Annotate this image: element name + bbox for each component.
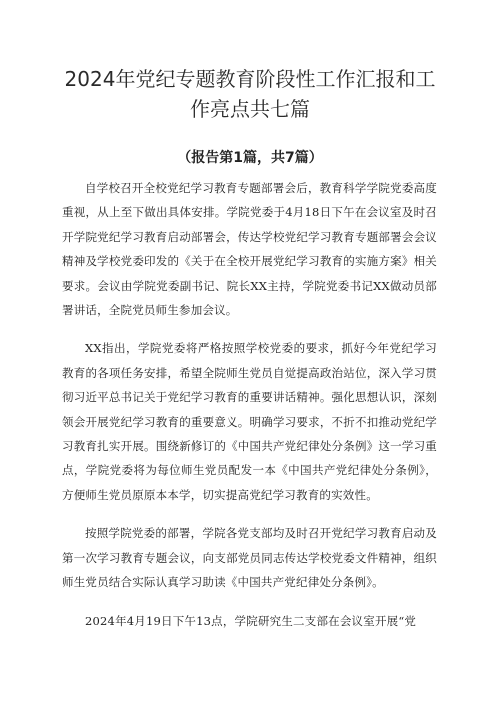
document-title-line-1: 2024年党纪专题教育阶段性工作汇报和工 bbox=[64, 67, 436, 91]
report-subtitle: （报告第1篇，共7篇） bbox=[177, 150, 323, 166]
document-title-line-2: 作亮点共七篇 bbox=[190, 97, 310, 121]
paragraph-4: 2024年4月19日下午13点，学院研究生二支部在会议室开展“党 bbox=[85, 613, 417, 628]
document-body bbox=[62, 176, 437, 647]
paragraph-1: 自学校召开全校党纪学习教育专题部署会后，教育科学学院党委高度重视，从上至下做出具体安排。学院党委于4月18日下午在会议室及时召开学院党纪学习教育启动部署会，传达学校党纪学习教育专题部署会会议精神及学校党委印发的《关于在全校开展党纪学习教育的实施方案》相关要求。会议由学院党委副书记、院长XX主持，学院党委书记XX做动员部署讲话，全院党员师生参加会议。 bbox=[62, 181, 437, 318]
paragraph-2: XX指出，学院党委将严格按照学校党委的要求，抓好今年党纪学习教育的各项任务安排，希望全院师生党员自觉提高政治站位，深入学习贯彻习近平总书记关于党纪学习教育的重要讲话精神。强化思想认识，深刻领会开展党纪学习教育的重要意义。明确学习要求，不折不扣推动党纪学习教育扎实开展。围绕新修订的《中国共产党纪律处分条例》这一学习重点，学院党委将为每位师生党员配发一本《中国共产党纪律处分条例》，方便师生党员原原本本学，切实提高党纪学习教育的实效性。 bbox=[62, 341, 437, 502]
paragraph-3: 按照学院党委的部署，学院各党支部均及时召开党纪学习教育启动及第一次学习教育专题会议，向支部党员同志传达学校党委文件精神，组织师生党员结合实际认真学习助读《中国共产党纪律处分条例》。 bbox=[62, 526, 437, 590]
document-title bbox=[40, 64, 460, 124]
